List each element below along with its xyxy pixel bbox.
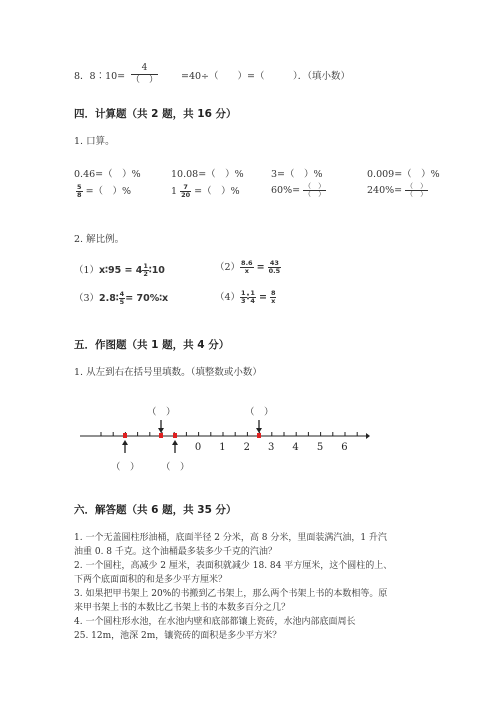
question-4-2-label: 2. 解比例。 xyxy=(74,234,125,245)
question-5-1-text: 1. 从左到右在括号里填数。（填整数或小数） xyxy=(74,367,262,378)
top-line xyxy=(74,68,125,82)
oral-calc-7: 60%= $\frac{( )}{( )}$ xyxy=(271,182,326,198)
section-5-title: 五．作图题（共 1 题，共 4 分） xyxy=(74,339,230,351)
number-line-label: 6 xyxy=(341,442,348,453)
proportion-eq-3: （3）2.8∶ $\frac{4}{5}$ = 70%∶x xyxy=(74,290,169,306)
problem-line-5: 3. 如果把甲书架上 20%的书搬到乙书架上，那么两个书架上书的本数相等。原 xyxy=(74,589,388,599)
oral-calc-8-fraction: $\frac{( )}{( )}$ xyxy=(406,182,428,198)
oral-calc-8: 240%= $\frac{( )}{( )}$ xyxy=(367,182,428,198)
oral-calc-6: 1 $\frac{7}{20}$ =（ ）% xyxy=(171,183,240,199)
marked-point-3 xyxy=(173,433,177,438)
oral-calc-4: 0.009=（ ）% xyxy=(367,169,440,180)
oral-calc-2: 10.08=（ ）% xyxy=(171,169,244,180)
problem-line-8: 25. 12m，池深 2m，镶瓷砖的面积是多少平方米？ xyxy=(74,631,282,641)
number-line-arrowhead xyxy=(366,433,370,439)
oral-calc-6-fraction: $\frac{7}{20}$ xyxy=(181,183,191,199)
number-line-label: 3 xyxy=(268,442,275,453)
number-line-label: 4 xyxy=(292,442,299,453)
number-line-label: 0 xyxy=(194,442,202,453)
oral-calc-5-fraction: $\frac{5}{8}$ xyxy=(77,183,82,199)
number-line-label: 1 xyxy=(219,442,226,453)
proportion-eq-4: （4） $\frac{1}{3}$ ∶ $\frac{1}{4}$ = $\frac{8}{x}$ xyxy=(215,289,276,305)
section-6-title: 六．解答题（共 6 题，共 35 分） xyxy=(74,504,237,516)
marked-point-4 xyxy=(257,433,261,438)
arrow-up-1-head xyxy=(122,440,128,445)
blank-bottom-2: （ ） xyxy=(161,462,190,473)
proportion-eq-1: （1）x∶95 = 4 $\frac{1}{2}$ ∶10 xyxy=(74,262,165,278)
proportion-eq-2: （2） $\frac{8.6}{x}$ = $\frac{43}{0.5}$ xyxy=(215,259,281,275)
problem-line-4: 下两个底面面积的和是多少平方厘米？ xyxy=(74,575,228,585)
fraction-numerator: 4 xyxy=(131,63,158,75)
number-line-label: 5 xyxy=(316,442,324,453)
marked-point-1 xyxy=(123,433,127,438)
oral-calc-7-fraction: $\frac{( )}{( )}$ xyxy=(304,182,326,198)
problem-line-2: 油重 0. 8 千克。这个油桶最多装多少千克的汽油？ xyxy=(74,547,277,557)
number-line-label: 2 xyxy=(243,442,250,453)
top-line-fraction xyxy=(131,63,158,86)
question-4-1-label: 1. 口算。 xyxy=(74,136,115,147)
blank-top-2: （ ） xyxy=(245,407,274,418)
problem-line-6: 来甲书架上书的本数比乙书架上书的本数多百分之几？ xyxy=(74,603,291,613)
problem-line-7: 4. 一个圆柱形水池，在水池内壁和底部都镶上瓷砖，水池内部底面周长 xyxy=(74,617,356,627)
marked-point-2 xyxy=(159,433,163,438)
blank-bottom-1: （ ） xyxy=(111,462,140,473)
problem-line-3: 2. 一个圆柱，高减少 2 厘米，表面积就减少 18. 84 平方厘米，这个圆柱的上、 xyxy=(74,561,393,571)
oral-calc-1: 0.46=（ ）% xyxy=(74,169,141,180)
top-line-right: =40÷（ ）=（ ）．（填小数） xyxy=(181,71,350,82)
fraction-denominator: （ ） xyxy=(131,75,159,85)
top-line-left: 8．8∶10= xyxy=(74,71,126,82)
arrow-down-2-head xyxy=(256,428,262,433)
arrow-down-1-head xyxy=(158,428,164,433)
problem-line-1: 1. 一个无盖圆柱形油桶，底面半径 2 分米，高 8 分米，里面装满汽油，1 升汽 xyxy=(74,533,387,543)
arrow-up-2-head xyxy=(172,440,178,445)
blank-top-1: （ ） xyxy=(147,407,176,418)
section-4-title: 四．计算题（共 2 题，共 16 分） xyxy=(74,108,237,120)
oral-calc-5: $\frac{5}{8}$ =（ ）% xyxy=(77,183,132,199)
oral-calc-3: 3=（ ）% xyxy=(271,169,323,180)
